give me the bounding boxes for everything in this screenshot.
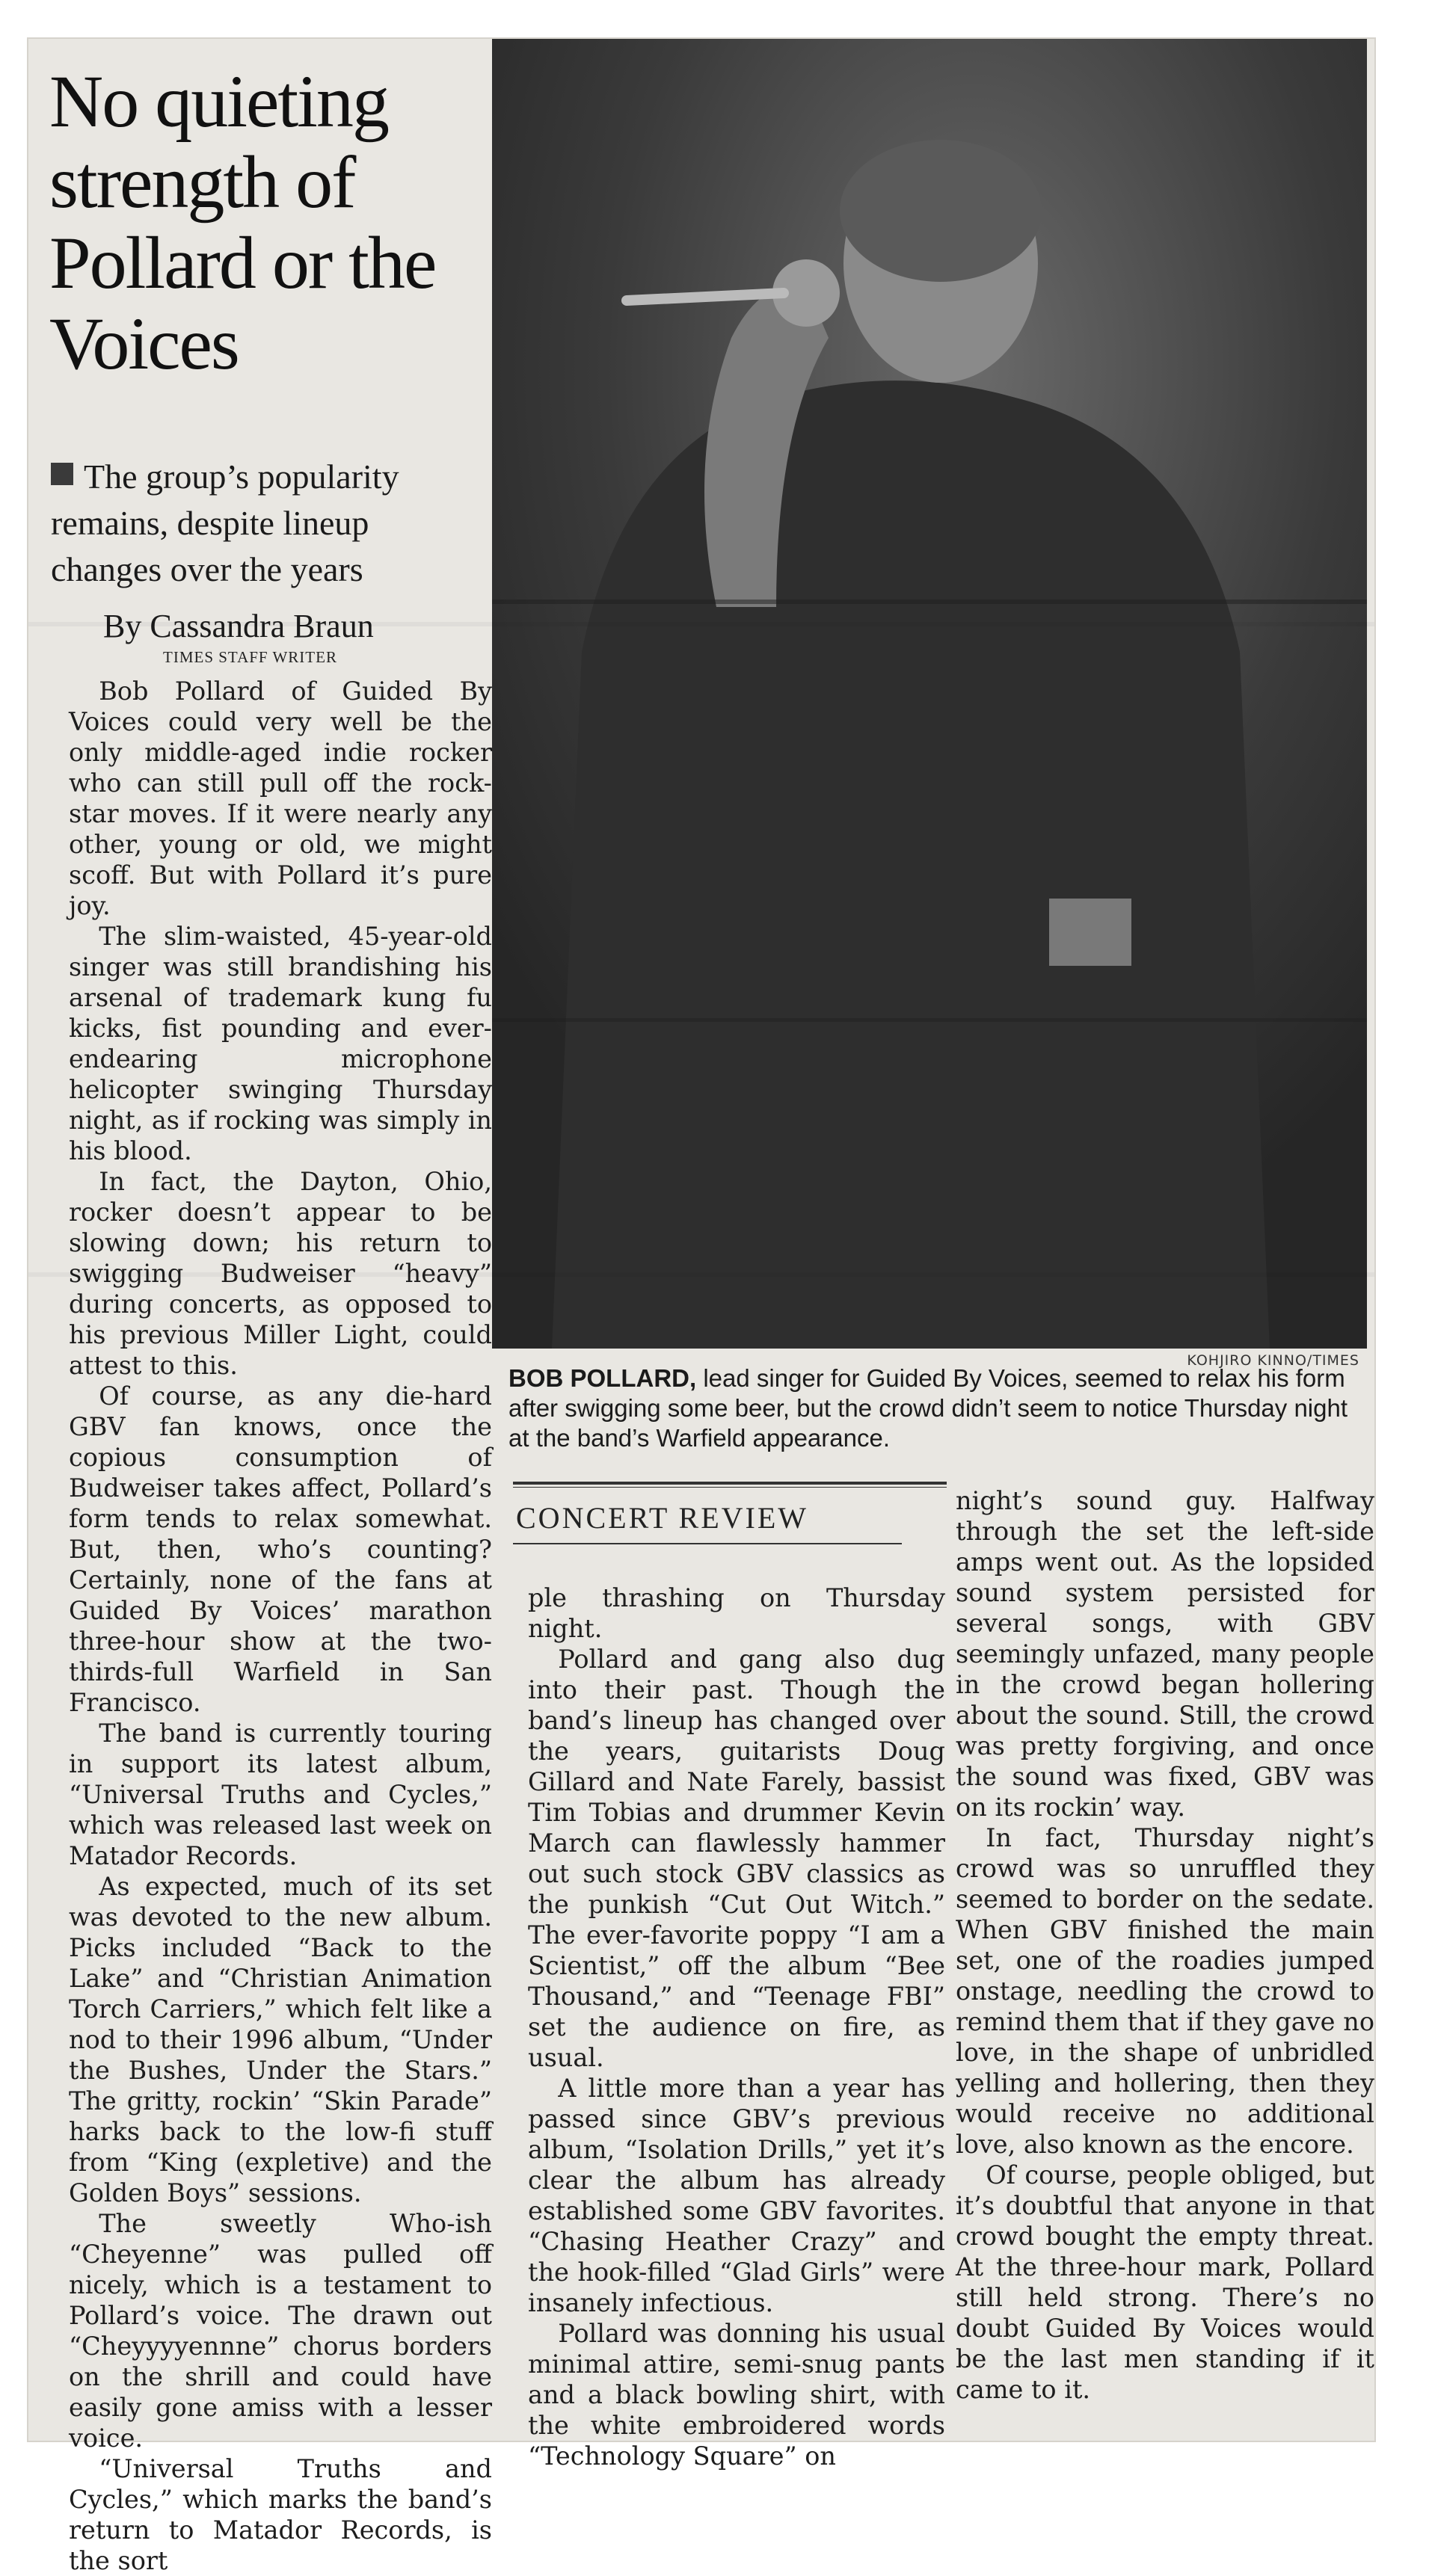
kicker-rule-top [513,1482,947,1485]
singer-silhouette-image [492,39,1367,1349]
paragraph: Bob Pollard of Guided By Voices could very well be the only middle-aged indie rocker who can still pull off the rock-star moves. If it were nearly any other, young or old, we might scoff. But with Pollard it’s pure joy. [69,677,492,920]
headline: No quieting strength of Pollard or the Voices [49,60,436,385]
paragraph: The sweetly Who-ish “Cheyenne” was pulled off nicely, which is a testament to Pollard’s voice. The drawn out “Cheyyyyennne” chorus borders on the shrill and could have easily gone amiss with a lesser voice. [69,2209,492,2453]
byline: By Cassandra Braun [103,608,374,644]
paragraph: Of course, as any die-hard GBV fan knows, once the copious consumption of Budweiser takes affect, Pollard’s form tends to relax somewhat. But, then, who’s counting? Certainly, none of the fans at Guided By Voices’ marathon three-hour show at the two-thirds-full Warfield in San Francisco. [69,1381,492,1717]
paragraph: In fact, Thursday night’s crowd was so unruffled they seemed to border on the sedate. When GBV finished the main set, one of the roadies jumped onstage, needling the crowd to remind them that if they gave no love, in the shape of unbridled yelling and hollering, then they would receive no additional love, also known as the encore. [956,1823,1374,2159]
newspaper-clipping [28,39,1374,2575]
paragraph: Of course, people obliged, but it’s doubtful that anyone in that crowd bought the empty threat. At the three-hour mark, Pollard still held strong. There’s no doubt Guided By Voices would be the last men standing if it came to it. [956,2160,1374,2404]
column-1 [69,676,492,2576]
paragraph: The band is currently touring in support its latest album, “Universal Truths and Cycles,” which was released last week on Matador Records. [69,1719,492,1870]
paragraph: ple thrashing on Thursday night. [528,1583,945,1643]
paragraph: “Universal Truths and Cycles,” which marks the band’s return to Matador Records, is the sort [69,2454,492,2575]
photo-credit: KOHJIRO KINNO/TIMES [1187,1352,1359,1369]
paragraph: The slim-waisted, 45-year-old singer was still brandishing his arsenal of trademark kung fu kicks, fist pounding and ever-endearing microphone helicopter swinging Thursday night, as if rocking was simply in his blood. [69,922,492,1165]
section-kicker: CONCERT REVIEW [516,1501,809,1535]
kicker-rule-top-thin [513,1487,947,1488]
paragraph: A little more than a year has passed since GBV’s previous album, “Isolation Drills,” yet it’s clear the album has already established some GBV favorites. “Chasing Heather Crazy” and the hook-filled “Glad Girls” were insanely infectious. [528,2074,945,2317]
paragraph: night’s sound guy. Halfway through the set the left-side amps went out. As the lopsided sound system persisted for several songs, with GBV seemingly unfazed, many people in the crowd began hollering about the sound. Still, the crowd was pretty forgiving, and once the sound was fixed, GBV was on its rockin’ way. [956,1486,1374,1822]
byline-title: TIMES STAFF WRITER [163,648,337,666]
photo-caption [508,1364,1361,1453]
concert-photo [492,39,1367,1349]
deck [51,454,470,593]
paragraph: Pollard and gang also dug into their past. Though the band’s lineup has changed over the years, guitarists Doug Gillard and Nate Farely, bassist Tim Tobias and drummer Kevin March can flawlessly hammer out such stock GBV classics as the punkish “Cut Out Witch.” The ever-favorite poppy “I am a Scientist,” off the album “Bee Thousand,” and “Teenage FBI” set the audience on fire, as usual. [528,1645,945,2072]
caption-name: BOB POLLARD, [508,1364,697,1392]
column-2 [528,1583,945,2471]
deck-text: The group’s popularity remains, despite lineup changes over the years [51,457,399,588]
fold-crease [28,1272,1374,1277]
fold-crease [28,622,1374,626]
square-bullet-icon [51,463,73,485]
paragraph: As expected, much of its set was devoted to the new album. Picks included “Back to the Lake” and “Christian Animation Torch Carriers,” which felt like a nod to their 1996 album, “Under the Bushes, Under the Stars.” The gritty, rockin’ “Skin Parade” harks back to the low-fi stuff from “King (expletive) and the Golden Boys” sessions. [69,1872,492,2207]
kicker-rule-bottom [513,1543,902,1544]
paragraph: Pollard was donning his usual minimal attire, semi-snug pants and a black bowling shirt, with the white embroidered words “Technology Square” on [528,2319,945,2471]
paragraph: In fact, the Dayton, Ohio, rocker doesn’t appear to be slowing down; his return to swigging Budweiser “heavy” during concerts, as opposed to his previous Miller Light, could attest to this. [69,1167,492,1380]
column-3 [956,1485,1374,2405]
caption-text: lead singer for Guided By Voices, seemed to relax his form after swigging some beer, but the crowd didn’t seem to notice Thursday night at the band’s Warfield appearance. [508,1364,1348,1452]
